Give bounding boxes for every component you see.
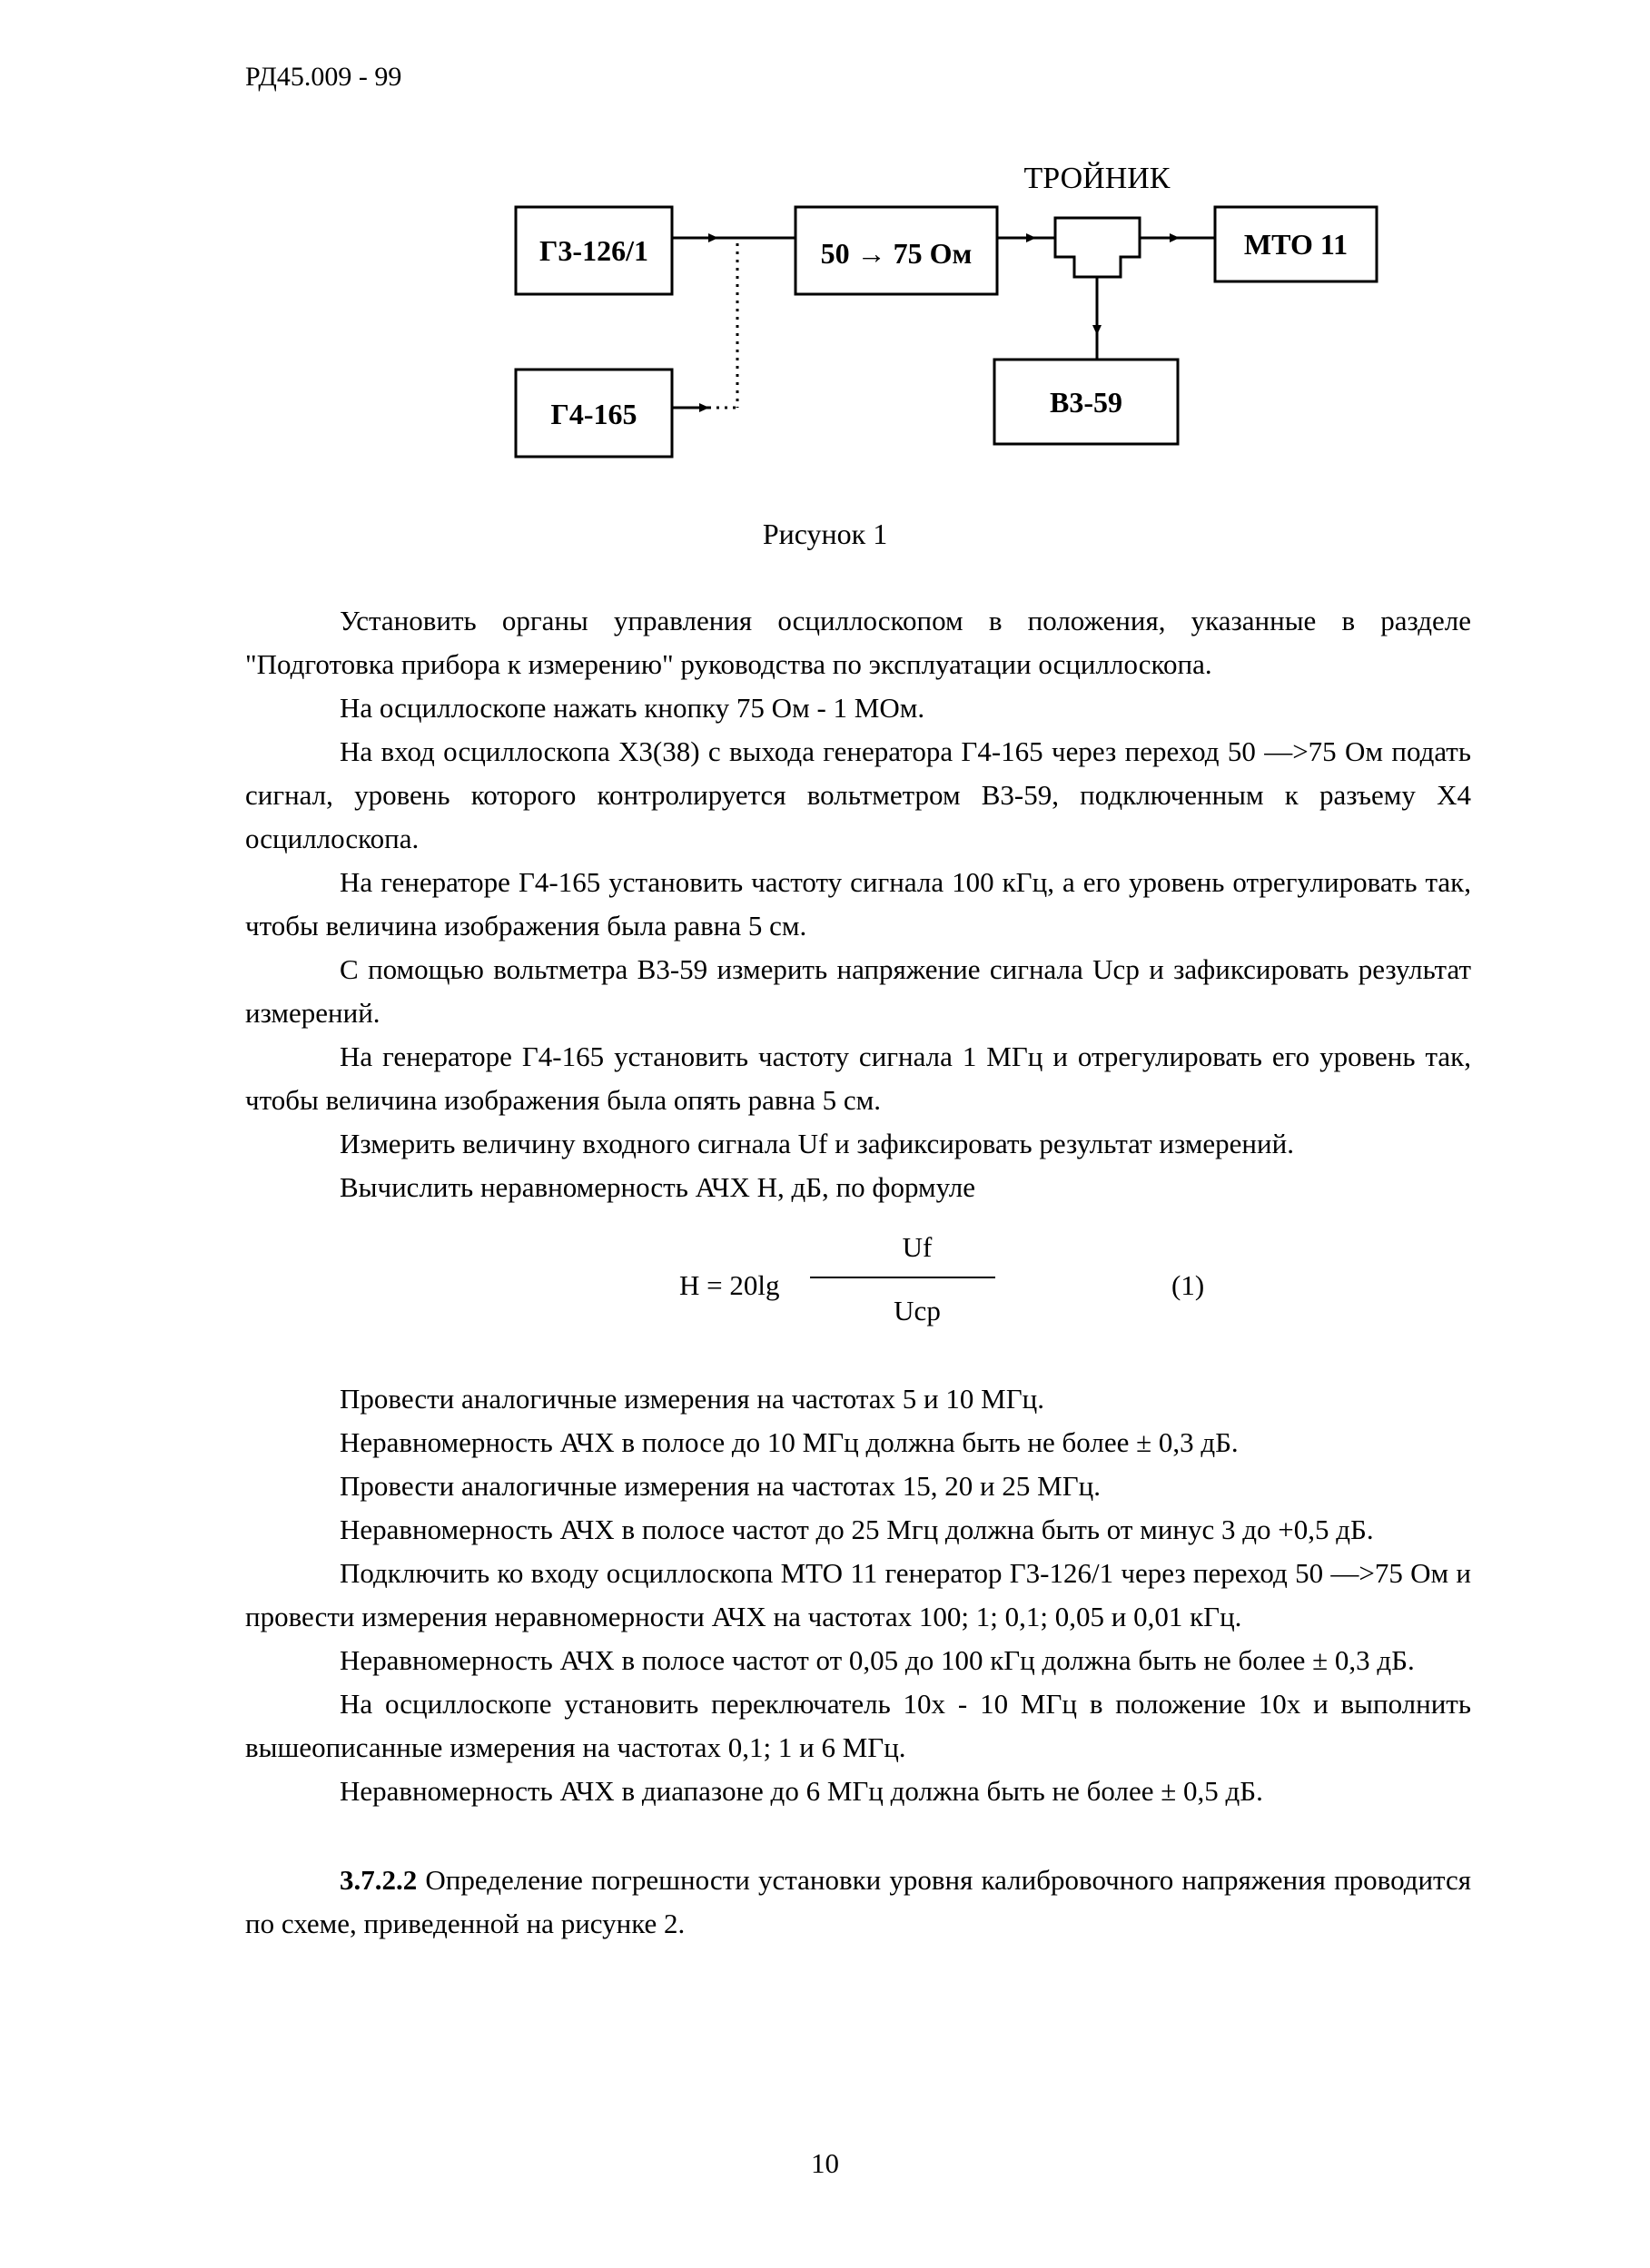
section-paragraph (245, 1859, 1471, 1946)
formula-lhs: H = 20lg (679, 1269, 780, 1301)
paragraph: На осциллоскопе нажать кнопку 75 Ом - 1 МОм. (340, 692, 925, 724)
label-mto11: МТО 11 (1243, 228, 1349, 261)
section-number: 3.7.2.2 (340, 1864, 418, 1896)
paragraph: Неравномерность АЧХ в полосе частот до 25 Мгц должна быть от минус 3 до +0,5 дБ. (340, 1514, 1374, 1545)
section-text: Определение погрешности установки уровня калибровочного напряжения проводится по схеме, приведенной на рисунке 2. (245, 1864, 1471, 1939)
paragraph: Подключить ко входу осциллоскопа МТО 11 генератор Г3-126/1 через переход 50 —>75 Ом и провести измерения неравномерности АЧХ на частотах 100; 1; 0,1; 0,05 и 0,01 кГц. (245, 1557, 1471, 1632)
tee-label: ТРОЙНИК (1023, 162, 1171, 195)
label-g3-126: Г3-126/1 (539, 234, 648, 267)
paragraph: На генераторе Г4-165 установить частоту сигнала 1 МГц и отрегулировать его уровень так, чтобы величина изображения была опять равна 5 см. (245, 1040, 1471, 1116)
label-v3-59: В3-59 (1050, 386, 1122, 419)
paragraph: На генераторе Г4-165 установить частоту сигнала 100 кГц, а его уровень отрегулировать так, чтобы величина изображения была равна 5 см. (245, 866, 1471, 942)
formula (245, 1226, 1471, 1357)
page-number: 10 (811, 2147, 839, 2179)
paragraph: Провести аналогичные измерения на частотах 15, 20 и 25 МГц. (340, 1470, 1101, 1502)
label-adapter: 50 → 75 Ом (820, 237, 973, 270)
formula-denominator: Ucp (894, 1295, 941, 1326)
document-code: РД45.009 - 99 (245, 62, 402, 92)
paragraph: Установить органы управления осциллоскопом в положения, указанные в разделе "Подготовка прибора к измерению" руководства по эксплуатации осциллоскопа. (245, 605, 1471, 680)
body-text (245, 599, 1471, 1946)
paragraph: Неравномерность АЧХ в диапазоне до 6 МГц должна быть не более ± 0,5 дБ. (340, 1775, 1263, 1807)
paragraph: На вход осциллоскопа Х3(38) с выхода генератора Г4-165 через переход 50 —>75 Ом подать сигнал, уровень которого контролируется вольтметром В3-59, подключенным к разъему Х4 осциллоскопа. (245, 735, 1471, 854)
paragraph: Провести аналогичные измерения на частотах 5 и 10 МГц. (340, 1383, 1044, 1415)
label-g4-165: Г4-165 (550, 398, 637, 430)
tee-shape (1055, 218, 1140, 277)
paragraph: Неравномерность АЧХ в полосе частот от 0,05 до 100 кГц должна быть не более ± 0,3 дБ. (340, 1644, 1415, 1676)
paragraph: С помощью вольтметра В3-59 измерить напряжение сигнала Ucp и зафиксировать результат измерений. (245, 953, 1471, 1029)
paragraph: Неравномерность АЧХ в полосе до 10 МГц должна быть не более ± 0,3 дБ. (340, 1426, 1239, 1458)
paragraph: На осциллоскопе установить переключатель 10х - 10 МГц в положение 10х и выполнить вышеописанные измерения на частотах 0,1; 1 и 6 МГц. (245, 1688, 1471, 1763)
fraction-bar (810, 1277, 995, 1278)
figure-caption: Рисунок 1 (762, 518, 888, 550)
paragraph: Вычислить неравномерность АЧХ Н, дБ, по формуле (340, 1171, 975, 1203)
block-diagram (0, 0, 1650, 490)
formula-number: (1) (1171, 1269, 1205, 1301)
paragraph: Измерить величину входного сигнала Uf и зафиксировать результат измерений. (340, 1128, 1294, 1159)
formula-numerator: Uf (902, 1231, 933, 1263)
